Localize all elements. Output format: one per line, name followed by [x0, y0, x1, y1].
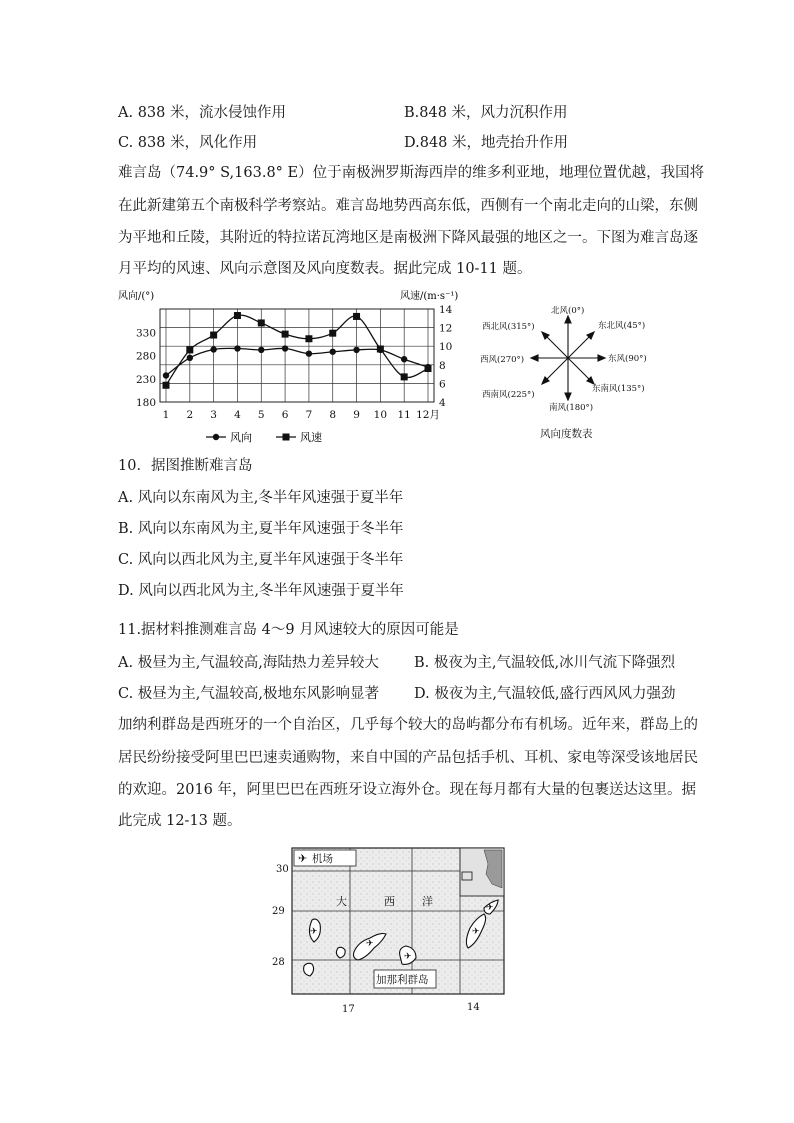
chart-x-tick-label: 12月: [416, 409, 440, 421]
point-wind-speed: [258, 319, 265, 326]
island-el-hierro: [304, 963, 314, 976]
passage1-line-1: 难言岛（74.9° S,163.8° E）位于南极洲罗斯海西岸的维多利亚地，地理位置优越，我国将: [118, 165, 705, 181]
point-wind-speed: [210, 332, 217, 339]
point-wind-direction: [306, 350, 312, 356]
compass-label-se: 东南风(135°): [592, 384, 645, 394]
map-lat-29: 29: [272, 906, 285, 917]
point-wind-speed: [353, 313, 360, 320]
legend-wind-speed: 风速: [300, 431, 322, 444]
canary-islands-map: [270, 844, 530, 1016]
chart-x-tick-label: 5: [257, 409, 265, 421]
q11-option-c: C. 极昼为主,气温较高,极地东风影响显著: [118, 686, 380, 702]
map-ocean-char-2: 西: [384, 895, 395, 908]
chart-x-tick-label: 3: [210, 409, 217, 421]
legend-wind-speed-marker: [283, 434, 290, 441]
passage2-line-1: 加纳利群岛是西班牙的一个自治区，几乎每个较大的岛屿都分布有机场。近年来，群岛上的: [118, 717, 698, 733]
point-wind-direction: [187, 355, 193, 361]
q9-option-c: C. 838 米，风化作用: [118, 135, 258, 151]
compass-caption: 风向度数表: [540, 428, 593, 440]
q9-option-b: B.848 米，风力沉积作用: [404, 105, 568, 121]
wind-direction-compass: [478, 300, 658, 450]
legend-wind-direction: 风向: [230, 431, 252, 444]
passage1-line-2: 在此新建第五个南极科学考察站。难言岛地势西高东低，西侧有一个南北走向的山梁，东侧: [118, 198, 698, 214]
compass-label-s: 南风(180°): [549, 403, 594, 413]
series-line-wind-direction: [166, 348, 428, 375]
compass-label-n: 北风(0°): [551, 306, 585, 316]
q11-option-d: D. 极夜为主,气温较低,盛行西风风力强劲: [414, 686, 676, 702]
chart-x-tick-label: 1: [162, 409, 170, 421]
passage2-line-4: 此完成 12-13 题。: [118, 813, 242, 829]
chart-y-right-tick-label: 12: [439, 322, 453, 335]
q11-stem: 11.据材料推测难言岛 4～9 月风速较大的原因可能是: [118, 622, 459, 638]
airport-icon: ✈: [404, 952, 412, 962]
map-lat-28: 28: [272, 957, 285, 968]
chart-y-right-tick-label: 14: [439, 304, 453, 316]
island-la-gomera: [336, 947, 345, 958]
chart-y-right-tick-label: 10: [439, 341, 453, 354]
compass-arrow-se: [568, 358, 591, 381]
point-wind-speed: [329, 330, 336, 337]
chart-plot-frame: [160, 309, 434, 402]
passage1-line-3: 为平地和丘陵，其附近的特拉诺瓦湾地区是南极洲下降风最强的地区之一。下图为难言岛逐: [118, 230, 698, 246]
q10-option-b: B. 风向以东南风为主,夏半年风速强于冬半年: [118, 521, 404, 537]
compass-label-nw: 西北风(315°): [482, 322, 535, 332]
compass-label-e: 东风(90°): [608, 354, 647, 364]
chart-x-tick-label: 2: [186, 409, 194, 421]
chart-y-right-tick-label: 8: [439, 359, 446, 372]
chart-y-right-tick-label: 4: [439, 397, 446, 409]
q10-option-a: A. 风向以东南风为主,冬半年风速强于夏半年: [118, 490, 404, 506]
chart-x-tick-label: 10: [373, 409, 388, 421]
point-wind-speed: [425, 365, 432, 372]
chart-ylabel-left: 风向/(°): [118, 291, 155, 302]
q10-option-c: C. 风向以西北风为主,夏半年风速强于冬半年: [118, 552, 404, 568]
chart-x-tick-label: 11: [397, 409, 411, 421]
point-wind-direction: [234, 345, 240, 351]
point-wind-speed: [186, 346, 193, 353]
chart-ylabel-right: 风速/(m·s⁻¹): [400, 291, 459, 302]
compass-arrow-nw: [545, 335, 568, 358]
chart-x-tick-label: 4: [234, 409, 241, 421]
compass-label-w: 西风(270°): [480, 355, 525, 365]
compass-label-sw: 西南风(225°): [482, 390, 535, 400]
point-wind-speed: [163, 382, 170, 389]
point-wind-direction: [210, 346, 216, 352]
airport-icon: ✈: [472, 927, 480, 937]
chart-y-left-tick-label: 180: [135, 397, 156, 409]
point-wind-speed: [377, 345, 384, 352]
passage1-line-4: 月平均的风速、风向示意图及风向度数表。据此完成 10-11 题。: [118, 261, 532, 277]
airport-icon: ✈: [486, 903, 494, 913]
q10-option-d: D. 风向以西北风为主,冬半年风速强于夏半年: [118, 583, 404, 599]
compass-arrow-ne: [568, 335, 591, 358]
chart-x-tick-label: 7: [305, 409, 313, 421]
chart-x-tick-label: 8: [329, 409, 337, 421]
chart-x-tick-label: 6: [281, 409, 289, 421]
compass-arrow-sw: [545, 358, 568, 381]
point-wind-speed: [305, 335, 312, 342]
point-wind-speed: [401, 373, 408, 380]
passage2-line-2: 居民纷纷接受阿里巴巴速卖通购物，来自中国的产品包括手机、耳机、家电等深受该地居民: [118, 750, 698, 766]
chart-y-right-tick-label: 6: [439, 378, 446, 391]
chart-x-tick-label: 9: [353, 409, 360, 421]
chart-y-left-tick-label: 330: [135, 327, 156, 340]
point-wind-speed: [282, 331, 289, 338]
point-wind-direction: [163, 372, 169, 378]
point-wind-direction: [401, 356, 407, 362]
q9-option-d: D.848 米，地壳抬升作用: [404, 135, 569, 151]
wind-chart: [118, 284, 478, 446]
point-wind-speed: [234, 312, 241, 319]
map-legend-airport: 机场: [312, 853, 333, 865]
point-wind-direction: [330, 349, 336, 355]
legend-wind-direction-marker: [213, 434, 219, 440]
map-lon-14: 14: [467, 1002, 480, 1013]
map-lon-17: 17: [342, 1004, 355, 1015]
q10-stem: 10．据图推断难言岛: [118, 458, 253, 474]
chart-legend: [206, 430, 322, 444]
q9-option-a: A. 838 米，流水侵蚀作用: [118, 105, 286, 121]
airport-icon: ✈: [366, 939, 374, 949]
map-ocean-char-1: 大: [336, 895, 347, 908]
chart-y-left-tick-label: 230: [135, 373, 156, 386]
point-wind-direction: [282, 345, 288, 351]
map-lat-30: 30: [276, 864, 289, 875]
point-wind-direction: [353, 347, 359, 353]
chart-y-left-tick-label: 280: [135, 350, 156, 363]
q11-option-b: B. 极夜为主,气温较低,冰川气流下降强烈: [414, 655, 676, 671]
passage2-line-3: 的欢迎。2016 年，阿里巴巴在西班牙设立海外仓。现在每月都有大量的包裹送达这里。据: [118, 782, 697, 798]
airport-icon: ✈: [310, 927, 318, 937]
map-islands-label: 加那利群岛: [376, 974, 429, 986]
airport-icon: ✈: [298, 852, 308, 865]
q11-option-a: A. 极昼为主,气温较高,海陆热力差异较大: [118, 655, 379, 671]
compass-label-ne: 东北风(45°): [598, 321, 646, 331]
series-line-wind-speed: [166, 315, 428, 385]
map-ocean-char-3: 洋: [422, 895, 433, 908]
point-wind-direction: [258, 347, 264, 353]
